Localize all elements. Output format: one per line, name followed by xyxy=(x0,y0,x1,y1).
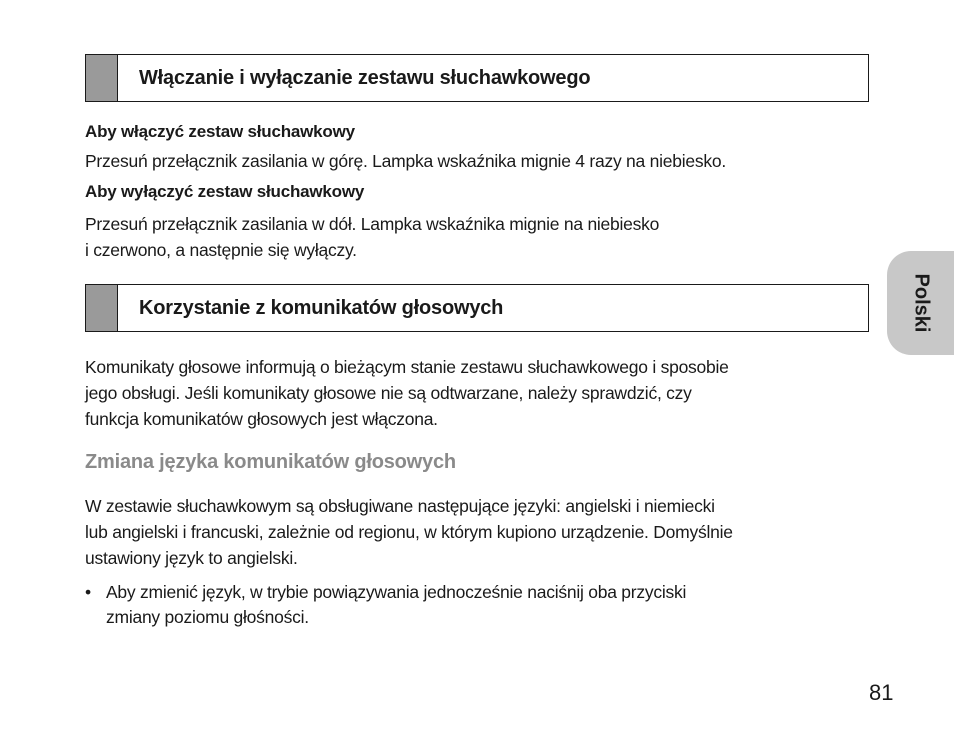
section-header-voice-prompts xyxy=(85,284,869,332)
language-subheading: Zmiana języka komunikatów głosowych xyxy=(85,451,456,473)
text-line: Przesuń przełącznik zasilania w górę. Lampka wskaźnika mignie 4 razy na niebiesko. xyxy=(85,151,726,171)
language-text xyxy=(85,493,885,571)
page-number: 81 xyxy=(869,680,894,705)
turn-off-heading: Aby wyłączyć zestaw słuchawkowy xyxy=(85,182,365,201)
text-line: i czerwono, a następnie się wyłączy. xyxy=(85,240,357,260)
text-line: lub angielski i francuski, zależnie od regionu, w którym kupiono urządzenie. Domyślnie xyxy=(85,522,733,542)
language-side-tab xyxy=(887,251,954,355)
text-line: jego obsługi. Jeśli komunikaty głosowe nie są odtwarzane, należy sprawdzić, czy xyxy=(85,383,692,403)
section-title: Włączanie i wyłączanie zestawu słuchawkowego xyxy=(139,66,591,89)
language-tab-label: Polski xyxy=(910,273,932,333)
text-line: Aby zmienić język, w trybie powiązywania jednocześnie naciśnij oba przyciski xyxy=(106,582,687,602)
bullet-point-icon: • xyxy=(85,582,91,602)
text-line: Przesuń przełącznik zasilania w dół. Lampka wskaźnika mignie na niebiesko xyxy=(85,214,660,234)
section-marker xyxy=(86,285,118,331)
turn-off-text xyxy=(85,211,885,263)
section-marker xyxy=(86,55,118,101)
text-line: zmiany poziomu głośności. xyxy=(106,607,309,627)
section-title: Korzystanie z komunikatów głosowych xyxy=(139,296,504,319)
bullet-text xyxy=(106,580,686,630)
text-line: Komunikaty głosowe informują o bieżącym stanie zestawu słuchawkowego i sposobie xyxy=(85,357,729,377)
turn-on-heading: Aby włączyć zestaw słuchawkowy xyxy=(85,122,355,141)
text-line: W zestawie słuchawkowym są obsługiwane następujące języki: angielski i niemiecki xyxy=(85,496,715,516)
turn-on-text xyxy=(85,148,885,174)
text-line: funkcja komunikatów głosowych jest włączona. xyxy=(85,409,438,429)
text-line: ustawiony język to angielski. xyxy=(85,548,298,568)
voice-prompts-intro xyxy=(85,354,885,432)
section-header-power xyxy=(85,54,869,102)
